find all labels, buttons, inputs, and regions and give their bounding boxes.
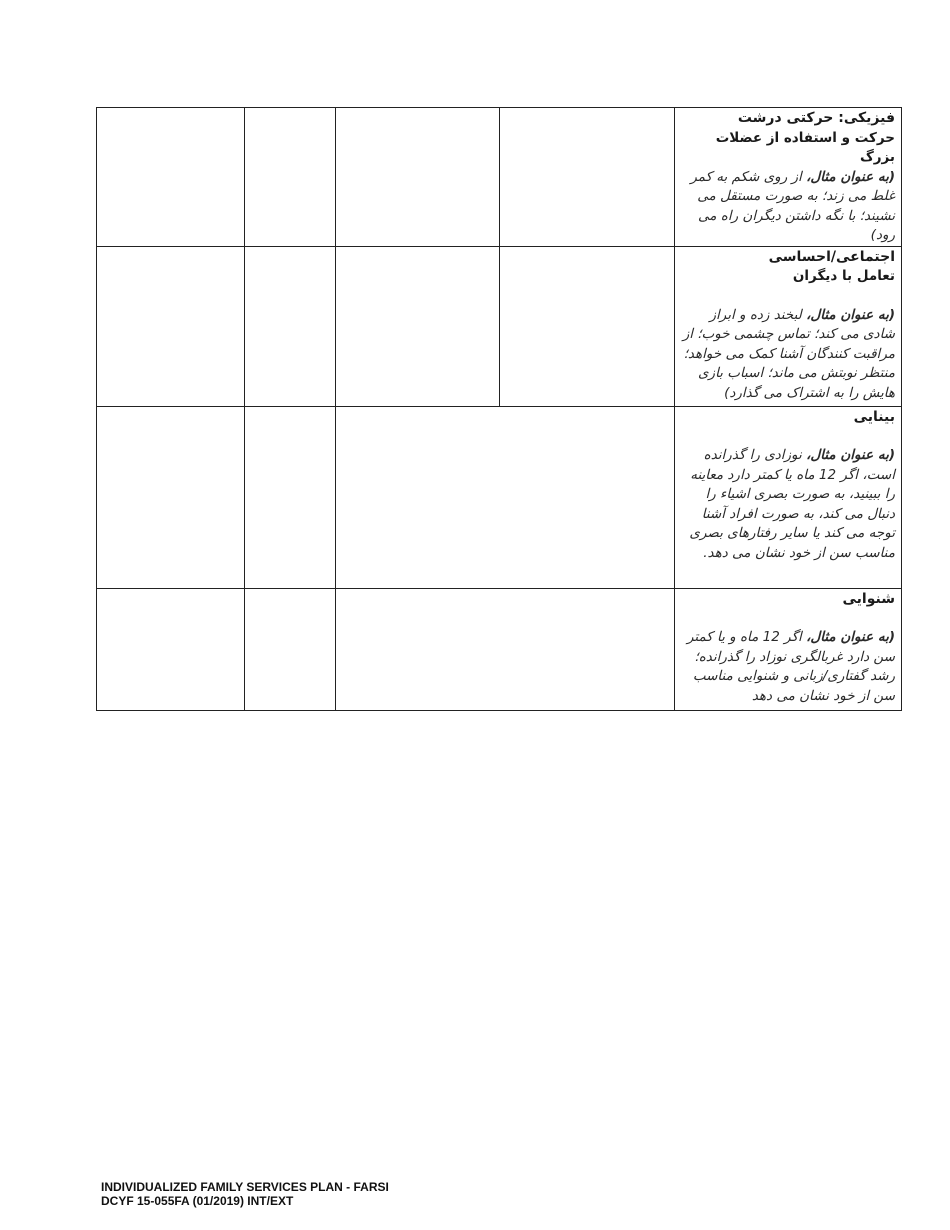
input-cell-merged[interactable] [336, 588, 675, 710]
area-example [681, 628, 895, 706]
area-subtitle: حرکت و استفاده از عضلات بزرگ [715, 129, 895, 165]
input-cell[interactable] [245, 246, 336, 406]
input-cell[interactable] [97, 108, 245, 247]
example-lead: (به عنوان مثال، [806, 447, 895, 463]
example-text: نوزادی را گذرانده است، اگر 12 ماه یا کمتر دارد معاینه را ببینید، به صورت بصری اشیاء را دنبال می کند، به صورت افراد آشنا توجه می کند یا سایر رفتارهای بصری مناسب سن از خود نشان می دهد. [689, 447, 895, 561]
footer-form-title: INDIVIDUALIZED FAMILY SERVICES PLAN - FARSI [101, 1180, 389, 1194]
area-label-cell [675, 588, 902, 710]
area-example [681, 306, 895, 404]
input-cell[interactable] [245, 406, 336, 588]
area-label-cell [675, 406, 902, 588]
input-cell[interactable] [336, 108, 500, 247]
area-title: شنوایی [842, 590, 895, 607]
input-cell[interactable] [500, 108, 675, 247]
input-cell[interactable] [97, 246, 245, 406]
area-title: اجتماعی/احساسی [768, 248, 895, 265]
input-cell[interactable] [97, 588, 245, 710]
developmental-areas-table [96, 107, 902, 711]
document-footer [101, 1180, 389, 1208]
table-row-hearing [97, 588, 902, 710]
area-label-cell [675, 246, 902, 406]
area-label-cell [675, 108, 902, 247]
example-text: از روی شکم به کمر غلط می زند؛ به صورت مستقل می نشیند؛ با نگه داشتن دیگران راه می رود) [690, 168, 895, 243]
spacer [681, 427, 895, 446]
area-title: بینایی [853, 408, 895, 425]
input-cell-merged[interactable] [336, 406, 675, 588]
example-text: اگر 12 ماه و یا کمتر سن دارد غربالگری نوزاد را گذرانده؛ رشد گفتاری/زبانی و شنوایی مناسب سن از خود نشان می دهد [686, 629, 895, 704]
spacer [681, 287, 895, 306]
area-subtitle: تعامل با دیگران [792, 268, 895, 284]
area-example [681, 168, 895, 246]
example-text: لبخند زده و ابراز شادی می کند؛ تماس چشمی خوب؛ از مراقبت کنندگان آشنا کمک می خواهد؛ منتظر نوبتش می ماند؛ اسباب بازی هایش را به اشتراک می گذارد) [682, 306, 895, 401]
footer-form-number: DCYF 15-055FA (01/2019) INT/EXT [101, 1194, 294, 1208]
example-lead: (به عنوان مثال، [806, 629, 895, 645]
spacer [681, 609, 895, 628]
table-row-gross-motor [97, 108, 902, 247]
table-row-vision [97, 406, 902, 588]
table-row-social-emotional [97, 246, 902, 406]
area-title: فیزیکی: حرکتی درشت [737, 110, 895, 126]
example-lead: (به عنوان مثال، [806, 168, 895, 185]
example-lead: (به عنوان مثال، [806, 306, 895, 323]
input-cell[interactable] [245, 588, 336, 710]
input-cell[interactable] [97, 406, 245, 588]
input-cell[interactable] [245, 108, 336, 247]
area-example [681, 446, 895, 563]
input-cell[interactable] [500, 246, 675, 406]
input-cell[interactable] [336, 246, 500, 406]
